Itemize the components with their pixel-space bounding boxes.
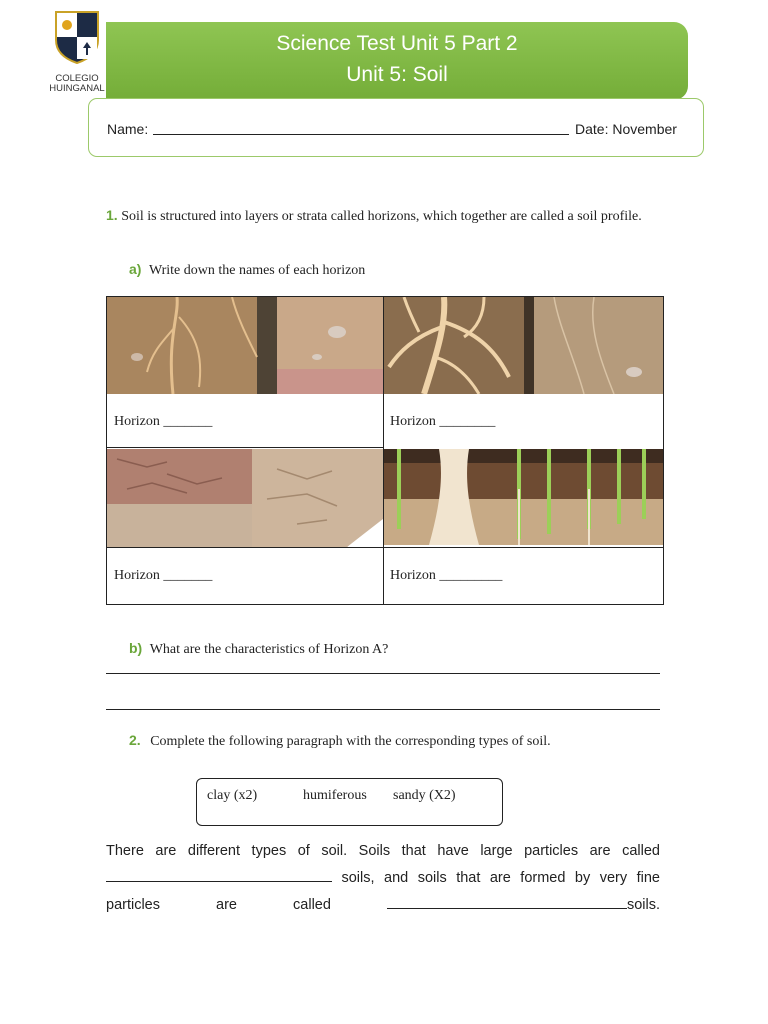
part-a-text: Write down the names of each horizon [148,263,366,278]
horizon-label-1: Horizon _______ [114,414,213,429]
answer-line[interactable] [106,709,660,710]
paragraph-part-1: There are different types of soil. Soils that have large particles are called [106,843,660,859]
table-divider [107,447,383,448]
question-1-number: 1. [106,207,118,223]
name-label: Name: [107,121,149,137]
horizon-image-2 [384,297,663,394]
horizon-label-3: Horizon _______ [114,568,213,583]
name-field[interactable] [153,134,569,135]
word-bank-item: sandy (X2) [393,788,456,803]
word-bank-item: humiferous [303,788,367,803]
horizon-label-2: Horizon ________ [390,414,496,429]
fill-in-paragraph [106,838,660,919]
table-divider [107,547,663,548]
part-a-letter: a) [129,261,142,277]
school-shield-icon [54,10,100,64]
question-2 [129,732,551,750]
paragraph-part-3: soils. [626,897,660,913]
part-b-text: What are the characteristics of Horizon A? [149,642,389,657]
answer-line[interactable] [106,673,660,674]
horizon-image-1 [107,297,383,394]
question-1 [106,206,662,226]
test-title: Science Test Unit 5 Part 2 [276,32,518,55]
school-logo [50,10,106,98]
word-bank-item: clay (x2) [207,788,258,803]
logo-text-line1: COLEGIO [55,73,99,84]
horizon-image-3 [107,449,383,547]
blank-2[interactable] [387,894,627,909]
horizon-image-4 [384,449,663,545]
part-b [129,640,388,658]
paragraph-part-2: soils, and soils that are formed by very fine particles are called [106,870,660,913]
horizon-label-4: Horizon _________ [390,568,503,583]
student-info-box [88,98,704,157]
logo-text-line2: HUINGANAL [49,83,105,94]
question-1-text: Soil is structured into layers or strata called horizons, which together are called a soil profile. [121,209,642,224]
question-2-number: 2. [129,732,141,748]
unit-subtitle: Unit 5: Soil [346,63,448,86]
question-2-text: Complete the following paragraph with the corresponding types of soil. [150,734,551,749]
horizon-table [106,296,664,605]
word-bank [196,778,503,826]
part-b-letter: b) [129,640,143,656]
title-banner [106,22,688,100]
date-label: Date: November [575,121,677,137]
blank-1[interactable] [106,867,332,882]
part-a [129,261,365,279]
